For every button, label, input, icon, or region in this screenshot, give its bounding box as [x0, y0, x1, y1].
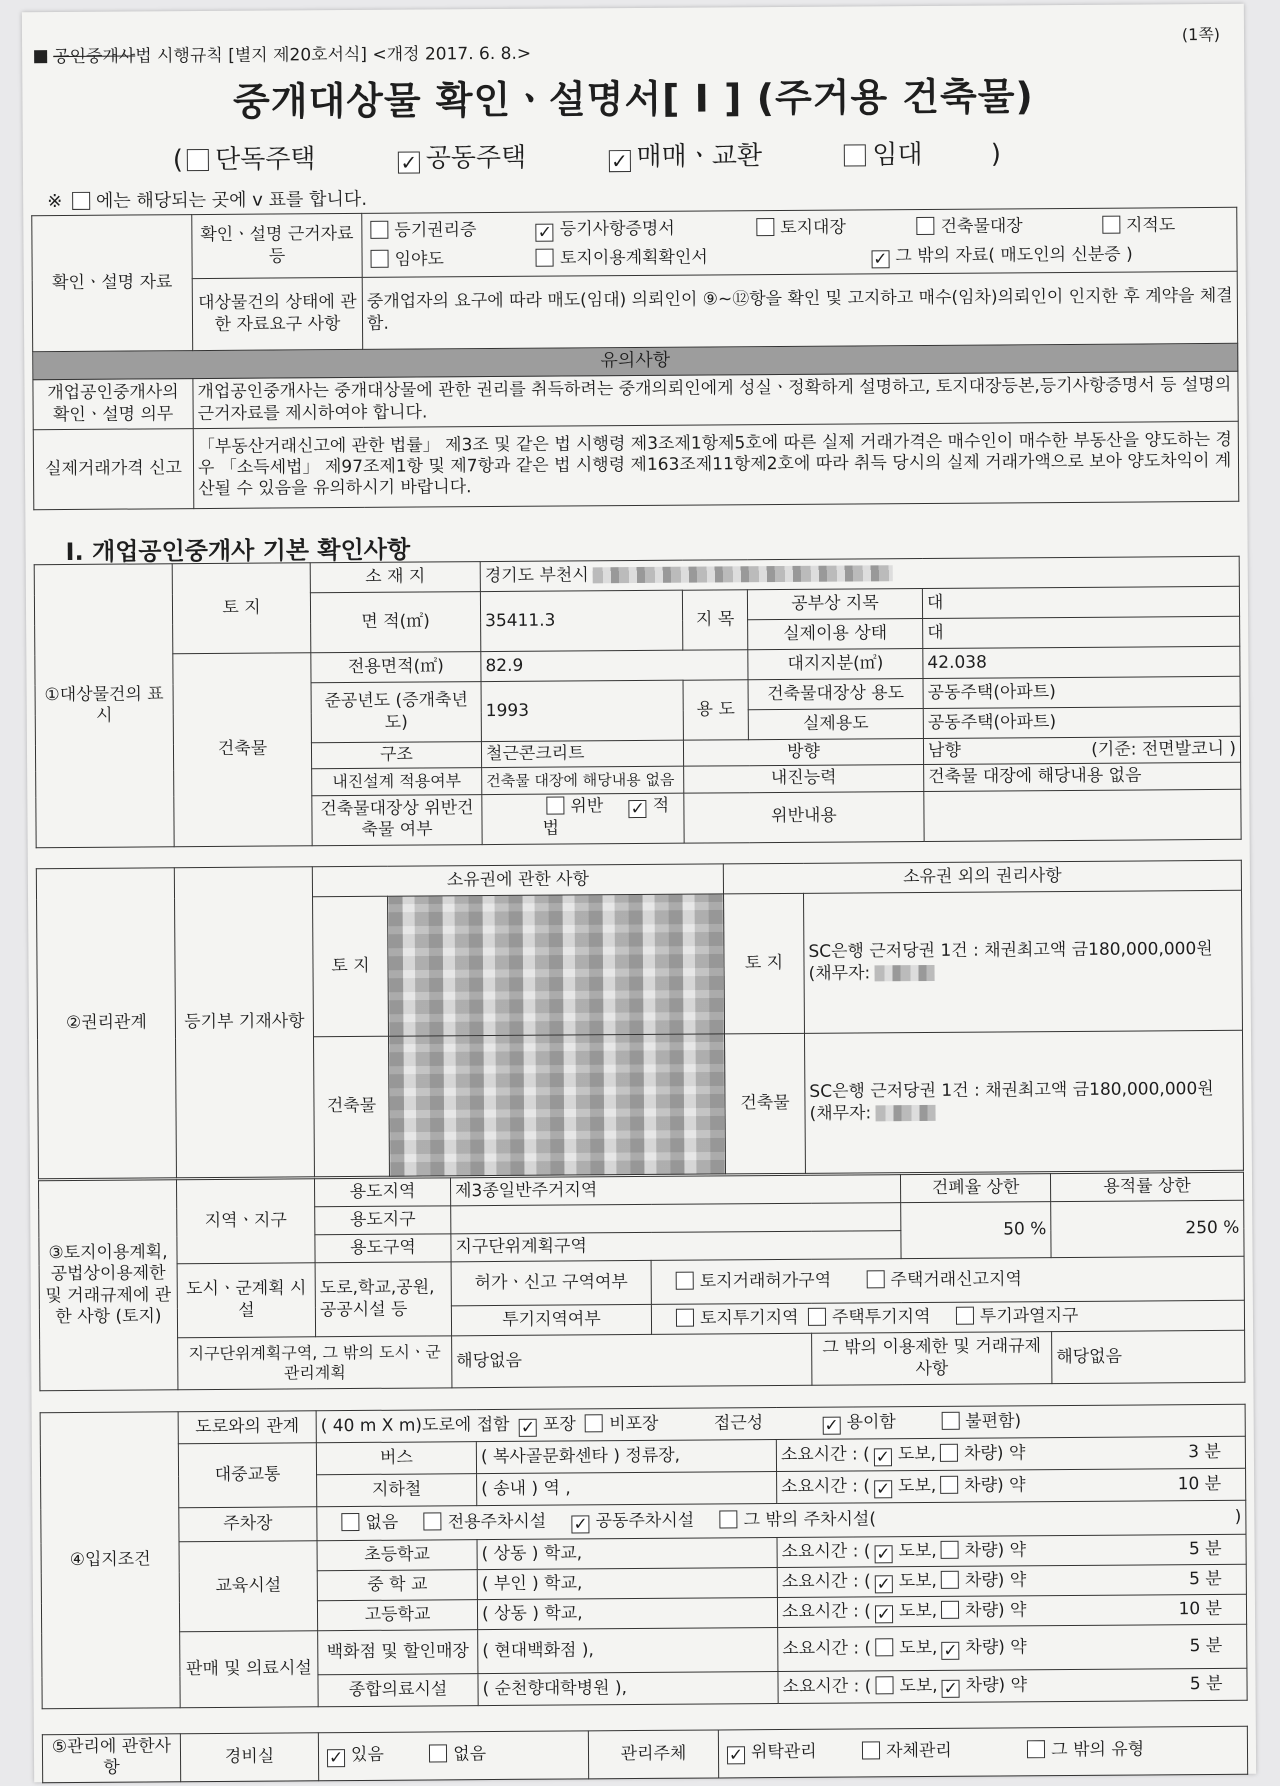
far-label: 용적률 상한: [1051, 1172, 1244, 1201]
shop-item-label: 종합의료시설: [318, 1674, 478, 1707]
ledger-use-value: 공동주택(아파트): [923, 676, 1240, 708]
notice-price-text: 「부동산거래신고에 관한 법률」 제3조 및 같은 법 시행령 제3조제1항제5호에 따른 실제 거래가격은 매수인이 매수한 부동산을 양도하는 경우 「소득세법」 제97조제1항 및 제7항과 같은 법 시행령 제163조제11항제2호에 따라 취득 당시의 실제 거래가액으로 보아 양도차익이 계산될 수 있음을 유의하시기 바랍니다.: [193, 421, 1239, 508]
s2-label: ②권리관계: [36, 868, 176, 1179]
type-apartment-checkbox[interactable]: ✓: [398, 152, 420, 174]
urban-value: 도로,학교,공원,공공시설 등: [315, 1262, 452, 1337]
location-value: 경기도 부천시: [480, 556, 1239, 591]
bus-label: 버스: [316, 1442, 476, 1475]
request-text: 중개업자의 요구에 따라 매도(임대) 의뢰인이 ⑨~⑫항을 확인 및 고지하고 매수(임차)의뢰인이 인지한 후 계약을 체결함.: [362, 271, 1237, 349]
shop-time: 소요시간 : ( 도보, ✓ 차량) 약 5 분: [778, 1624, 1247, 1671]
ledger-use-label: 건축물대장상 용도: [748, 679, 923, 710]
spec-checkbox[interactable]: [808, 1308, 826, 1326]
bldg-rights-value: SC은행 근저당권 1건 : 채권최고액 금180,000,000원 (채무자:: [804, 1030, 1243, 1173]
unpaved-checkbox[interactable]: [585, 1414, 603, 1432]
parking-checkbox[interactable]: [341, 1512, 359, 1530]
document-page: [22, 4, 1256, 1782]
spec-options: 토지투기지역 주택투기지역 투기과열지구: [651, 1300, 1244, 1334]
rights-bldg-label: 건축물: [313, 1036, 389, 1177]
notice-duty-label: 개업공인중개사의 확인ㆍ설명 의무: [33, 379, 193, 430]
mgmt-checkbox[interactable]: [1027, 1740, 1045, 1758]
real-use-label: 실제용도: [748, 709, 923, 740]
parking-checkbox[interactable]: [424, 1512, 442, 1530]
bcr-label: 건폐율 상한: [901, 1174, 1051, 1203]
structure-label: 구조: [311, 742, 481, 769]
zone-area-value: 제3종일반주거지역: [450, 1175, 900, 1206]
basis-checkbox[interactable]: ✓: [537, 222, 552, 243]
type-lease-checkbox[interactable]: [844, 144, 866, 166]
jimok-label: 지 목: [682, 590, 747, 650]
basis-checkbox[interactable]: [1102, 215, 1120, 233]
notice-band: 유의사항: [33, 343, 1238, 379]
seismic-design-label: 내진설계 적용여부: [312, 768, 482, 795]
shop-name: ( 순천향대학병원 ),: [478, 1672, 778, 1706]
notice-duty-text: 개업공인중개사는 중개대상물에 관한 권리를 취득하려는 중개의뢰인에게 성실ㆍ정확하게 설명하고, 토지대장등본,등기사항증명서 등 설명의 근거자료를 제시하여야 합니다.: [193, 371, 1238, 428]
shop-time: 소요시간 : ( 도보, ✓ 차량) 약 5 분: [778, 1668, 1247, 1703]
edu-label: 교육시설: [179, 1541, 318, 1632]
location-table: [40, 1404, 1248, 1709]
management-table: [42, 1726, 1248, 1783]
zone-sector-value: 지구단위계획구역: [451, 1231, 901, 1262]
zone-sector-label: 용도구역: [315, 1234, 451, 1263]
type-apartment: ✓ 공동주택: [394, 143, 527, 174]
zone-district-value: [451, 1203, 901, 1234]
basis-items: 등기권리증 ✓ 등기사항증명서 토지대장 건축물대장 지적도 임야도 토지이용계획확인서 ✓ 그 밖의 자료( 매도인의 신분증 ): [362, 207, 1237, 277]
confirm-label: 확인ㆍ설명 자료: [32, 215, 193, 352]
built-year-value: 1993: [481, 680, 683, 741]
other-rights-label: 소유권 외의 권리사항: [723, 860, 1241, 894]
shop-name: ( 현대백화점 ),: [478, 1628, 778, 1674]
type-detached-checkbox[interactable]: [187, 149, 209, 171]
type-sale-checkbox[interactable]: ✓: [608, 150, 630, 172]
bcr-value: 50 %: [901, 1202, 1051, 1259]
notice-price-label: 실제거래가격 신고: [33, 429, 194, 510]
location-label: 소 재 지: [310, 562, 480, 593]
zone-area-label: 용도지역: [314, 1178, 450, 1207]
ownership-label: 소유권에 관한 사항: [312, 864, 723, 897]
spec-label: 투기지역여부: [451, 1304, 651, 1335]
violation-content-label: 위반내용: [684, 791, 924, 843]
violation-options: 위반 ✓ 적법: [482, 793, 684, 844]
permit-options: 토지거래허가구역 주택거래신고지역: [651, 1256, 1244, 1304]
yongdo-label: 용 도: [683, 680, 748, 740]
other-land-label: 토 지: [724, 893, 805, 1034]
type-options: [173, 133, 1071, 176]
area-label: 면 적(㎡): [310, 592, 480, 653]
area-value: 35411.3: [480, 590, 682, 651]
parking-checkbox[interactable]: [719, 1510, 737, 1528]
document-title: 중개대상물 확인ㆍ설명서[ Ⅰ ] (주거용 건축물): [232, 74, 1034, 124]
paved-checkbox[interactable]: ✓: [520, 1417, 536, 1438]
guard-yes-checkbox[interactable]: ✓: [328, 1748, 344, 1769]
basis-label: 확인ㆍ설명 근거자료 등: [192, 213, 362, 278]
plan-label: 지구단위계획구역, 그 밖의 도시ㆍ군관리계획: [178, 1336, 452, 1390]
guard-no-checkbox[interactable]: [429, 1745, 447, 1763]
type-sale: ✓ 매매ㆍ교환: [604, 141, 762, 172]
school-label: 중 학 교: [317, 1570, 477, 1601]
s3-label: ③토지이용계획, 공법상이용제한 및 거래규제에 관한 사항 (토지): [38, 1180, 177, 1391]
violation-checkbox[interactable]: [546, 797, 564, 815]
spec-checkbox[interactable]: [956, 1307, 974, 1325]
mgmt-checkbox[interactable]: ✓: [728, 1745, 744, 1766]
other-reg-label: 그 밖의 이용제한 및 거래규제사항: [812, 1332, 1052, 1386]
subway-time: 소요시간 : ( ✓ 도보, 차량) 약 10 분: [777, 1468, 1246, 1503]
shop-item-label: 백화점 및 할인매장: [318, 1630, 478, 1675]
zone-district-label: 용도지구: [315, 1206, 451, 1235]
guard-label: 경비실: [180, 1733, 318, 1781]
land-label: 토 지: [172, 563, 311, 654]
bus-time: 소요시간 : ( ✓ 도보, 차량) 약 3 분: [776, 1436, 1245, 1471]
regulation-header: 공인중개사법 시행규칙 [별지 제20호서식] <개정 2017. 6. 8.>: [34, 39, 531, 67]
land-rights-value: SC은행 근저당권 1건 : 채권최고액 금180,000,000원 (채무자:: [804, 890, 1243, 1033]
far-value: 250 %: [1051, 1200, 1244, 1257]
school-label: 고등학교: [317, 1600, 477, 1631]
land-share-value: 42.038: [923, 646, 1240, 678]
request-label: 대상물건의 상태에 관한 자료요구 사항: [192, 277, 362, 350]
transit-label: 대중교통: [178, 1443, 316, 1508]
confirm-table: [31, 207, 1239, 510]
violation-label: 건축물대장상 위반건축물 여부: [312, 794, 482, 845]
shop-label: 판매 및 의료시설: [180, 1631, 319, 1708]
access-hard-checkbox[interactable]: [941, 1411, 959, 1429]
page-number: (1쪽): [1181, 24, 1221, 45]
violation-content-value: [924, 789, 1241, 841]
structure-value: 철근콘크리트: [481, 740, 683, 768]
ownership-bldg-redacted: [388, 1034, 725, 1176]
school-name: ( 부인 ) 학교,: [477, 1568, 777, 1600]
s1-label: ①대상물건의 표시: [34, 564, 174, 847]
basis-checkbox[interactable]: [756, 218, 774, 236]
built-year-label: 준공년도 (증개축년도): [311, 682, 481, 743]
parking-label: 주차장: [179, 1507, 317, 1542]
parking-options: 없음 전용주차시설 ✓ 공동주차시설 그 밖의 주차시설( ): [317, 1500, 1246, 1540]
school-time: 소요시간 : ( ✓ 도보, 차량) 약 5 분: [777, 1534, 1246, 1567]
guard-options: ✓ 있음 없음: [318, 1731, 588, 1780]
public-jimok-label: 공부상 지목: [747, 589, 922, 620]
spec-checkbox[interactable]: [676, 1309, 694, 1327]
land-use-table: [38, 1172, 1245, 1391]
access-easy-checkbox[interactable]: ✓: [824, 1415, 839, 1436]
mgmt-checkbox[interactable]: [862, 1742, 880, 1760]
basis-checkbox[interactable]: [536, 248, 554, 266]
seismic-design-value: 건축물 대장에 해당내용 없음: [482, 766, 684, 794]
legal-checkbox[interactable]: ✓: [630, 799, 645, 820]
rights-land-label: 토 지: [313, 896, 389, 1037]
actual-use-label: 실제이용 상태: [748, 619, 923, 650]
excl-area-label: 전용면적(㎡): [311, 652, 481, 683]
actual-use-value: 대: [923, 616, 1240, 648]
type-detached: ( 단독주택: [172, 144, 316, 176]
permit-checkbox[interactable]: [866, 1270, 884, 1288]
direction-label: 방향: [683, 739, 923, 767]
permit-checkbox[interactable]: [676, 1272, 694, 1290]
school-name: ( 상동 ) 학교,: [477, 1538, 777, 1570]
other-reg-value: 해당없음: [1052, 1330, 1245, 1383]
ownership-land-redacted: [388, 894, 725, 1036]
public-jimok-value: 대: [922, 586, 1239, 618]
urban-label: 도시ㆍ군계획 시설: [177, 1263, 316, 1338]
basis-checkbox[interactable]: [370, 220, 388, 238]
property-table: [34, 556, 1242, 848]
plan-value: 해당없음: [452, 1333, 812, 1388]
basis-checkbox[interactable]: ✓: [873, 248, 888, 269]
mgmt-label: 관리주체: [588, 1730, 718, 1778]
school-label: 초등학교: [317, 1540, 477, 1571]
direction-value: 남향 (기준: 전면발코니 ): [923, 736, 1240, 764]
registry-label: 등기부 기재사항: [174, 867, 314, 1178]
permit-label: 허가ㆍ신고 구역여부: [451, 1260, 651, 1305]
basis-checkbox[interactable]: [371, 249, 389, 267]
zone-label: 지역ㆍ지구: [176, 1179, 315, 1264]
subway-label: 지하철: [317, 1474, 477, 1507]
basis-checkbox[interactable]: [917, 217, 935, 235]
mgmt-options: ✓ 위탁관리 자체관리 그 밖의 유형: [718, 1726, 1247, 1777]
s4-label: ④입지조건: [40, 1412, 180, 1709]
type-lease: 임대 ): [840, 139, 1001, 170]
other-bldg-label: 건축물: [724, 1033, 805, 1174]
road-value: ( 40 m X m)도로에 접함 ✓ 포장 비포장 접근성 ✓ 용이함 불편함): [316, 1404, 1245, 1442]
school-name: ( 상동 ) 학교,: [477, 1598, 777, 1630]
school-time: 소요시간 : ( ✓ 도보, 차량) 약 5 분: [777, 1564, 1246, 1597]
excl-area-value: 82.9: [481, 650, 748, 682]
real-use-value: 공동주택(아파트): [923, 706, 1240, 738]
rights-table: [36, 860, 1244, 1179]
building-label: 건축물: [173, 653, 312, 846]
bus-value: ( 복사골문화센타 ) 정류장,: [476, 1440, 776, 1474]
s5-label: ⑤관리에 관한사항: [42, 1734, 180, 1782]
check-note: ※ 에는 해당되는 곳에 v 표를 합니다.: [47, 188, 368, 213]
road-label: 도로와의 관계: [178, 1411, 316, 1444]
section-title: Ⅰ. 개업공인중개사 기본 확인사항: [65, 535, 411, 566]
seismic-cap-label: 내진능력: [684, 765, 924, 793]
parking-checkbox[interactable]: ✓: [573, 1513, 588, 1534]
seismic-cap-value: 건축물 대장에 해당내용 없음: [924, 763, 1241, 791]
land-share-label: 대지지분(㎡): [748, 649, 923, 680]
school-time: 소요시간 : ( ✓ 도보, 차량) 약 10 분: [777, 1594, 1246, 1627]
subway-value: ( 송내 ) 역 ,: [477, 1472, 777, 1506]
